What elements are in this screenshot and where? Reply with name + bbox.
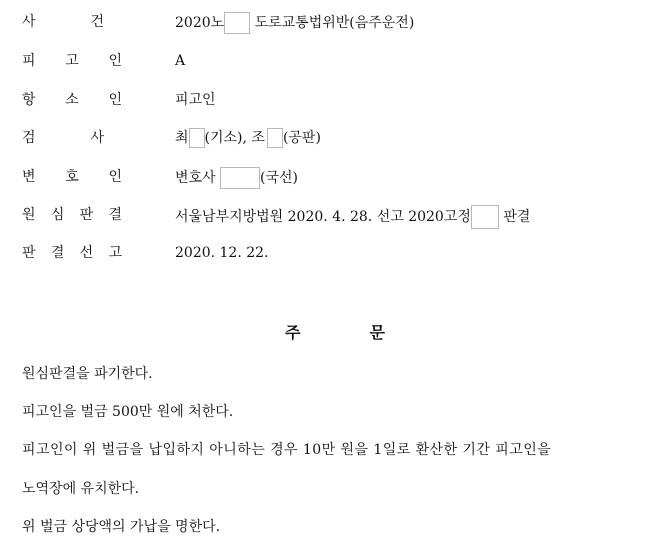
redaction-box (471, 205, 499, 229)
order-paragraph: 위 벌금 상당액의 가납을 명한다. (22, 519, 221, 535)
appellant-value: 피고인 (175, 92, 216, 108)
order-paragraph: 피고인을 벌금 500만 원에 처한다. (22, 404, 234, 420)
redaction-box (189, 128, 205, 148)
original-judgment-label: 원 심 판 결 (22, 207, 122, 223)
defendant-label: 피 고 인 (22, 53, 122, 69)
defense-counsel-value: 변호사 (국선) (175, 167, 298, 189)
order-paragraph: 피고인이 위 벌금을 납입하지 아니하는 경우 10만 원을 1일로 환산한 기간 피고인을 (22, 442, 552, 458)
defense-counsel-label: 변 호 인 (22, 169, 122, 185)
order-title: 주 문 (285, 323, 385, 342)
redaction-box (224, 12, 250, 34)
defendant-value: A (175, 53, 186, 69)
appellant-label: 항 소 인 (22, 92, 122, 108)
sentencing-date-value: 2020. 12. 22. (175, 245, 269, 261)
redaction-box (220, 167, 260, 189)
order-paragraph: 원심판결을 파기한다. (22, 366, 153, 382)
order-paragraph: 노역장에 유치한다. (22, 481, 140, 497)
redaction-box (267, 128, 283, 148)
case-value (175, 12, 414, 34)
case-label: 사 건 (22, 14, 104, 30)
case-name: 도로교통법위반(음주운전) (250, 15, 415, 31)
sentencing-date-label: 판 결 선 고 (22, 245, 122, 261)
original-judgment-value: 서울남부지방법원 2020. 4. 28. 선고 2020고정 판결 (175, 205, 530, 229)
prosecutor-value: 최 (기소), 조 (공판) (175, 130, 321, 146)
prosecutor-label: 검 사 (22, 130, 104, 146)
case-number-prefix: 2020노 (175, 15, 225, 31)
